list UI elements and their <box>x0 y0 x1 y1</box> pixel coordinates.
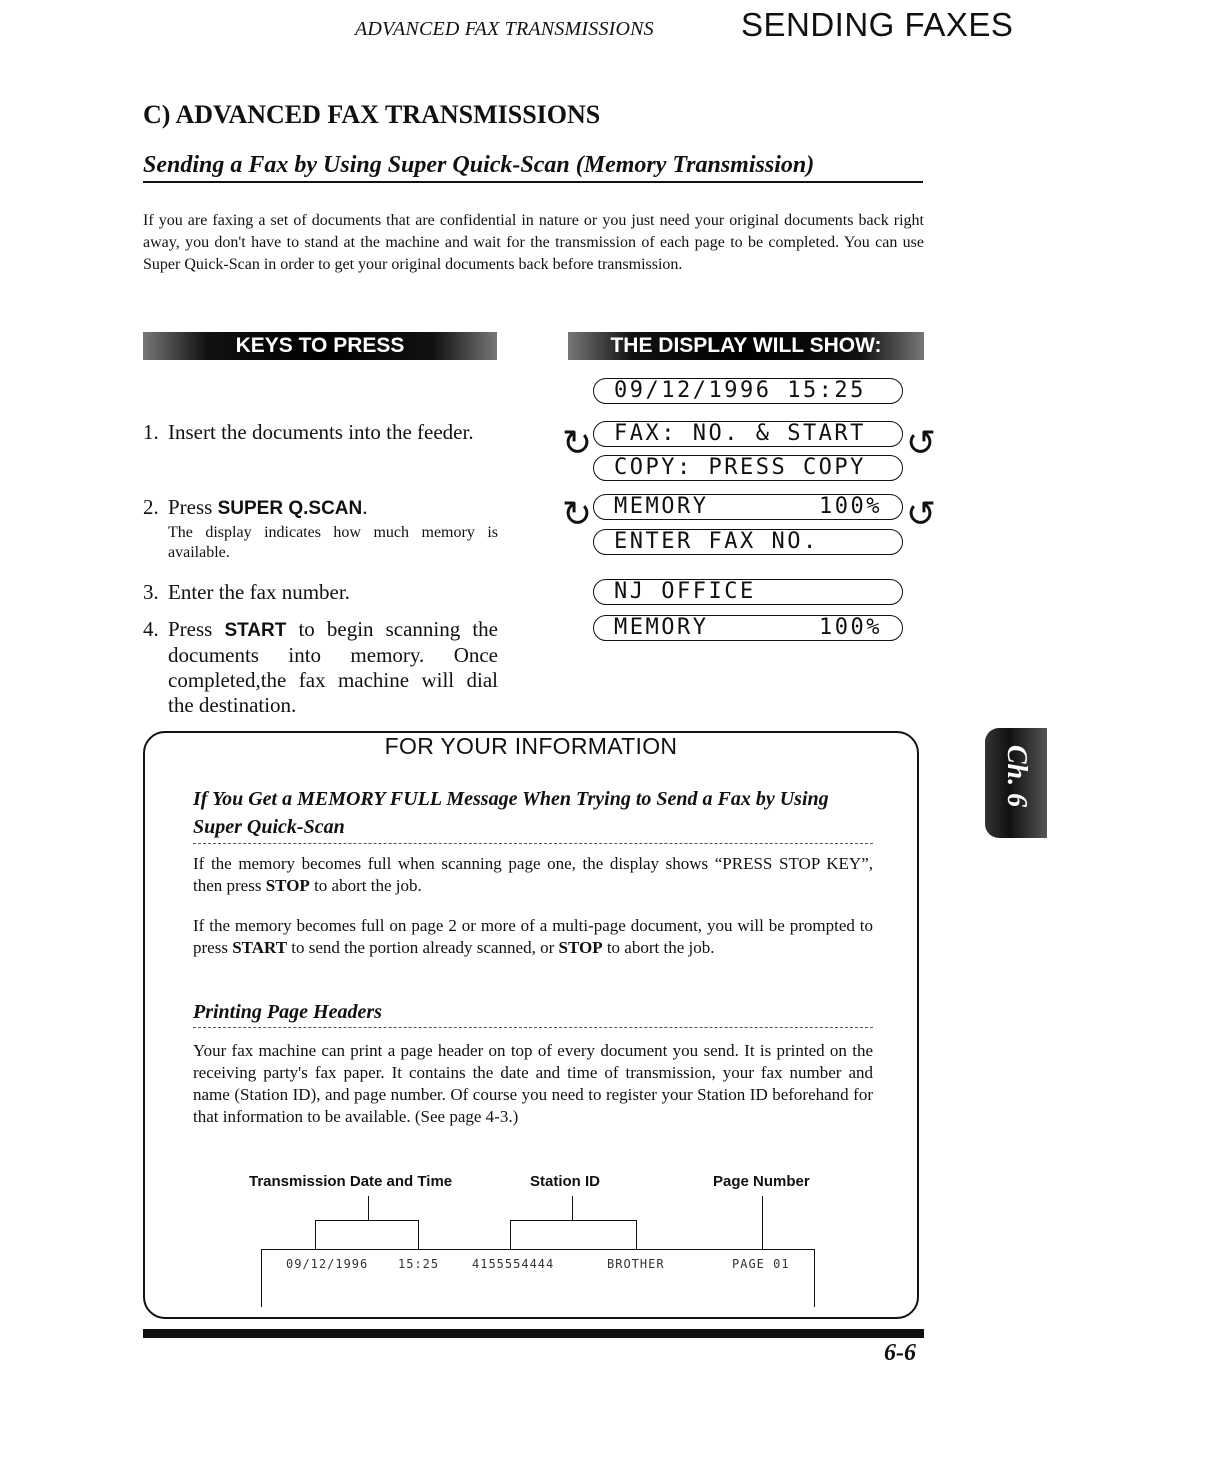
step-1 <box>143 420 498 445</box>
page-number: 6-6 <box>884 1340 916 1366</box>
key-name-super-qscan: SUPER Q.SCAN <box>217 498 363 519</box>
step-4 <box>143 617 498 718</box>
p2-text-b: to send the portion already scanned, or <box>287 938 559 957</box>
step-text: Enter the fax number. <box>168 580 350 604</box>
step-2 <box>143 495 498 563</box>
p2-text-c: to abort the job. <box>602 938 715 957</box>
step-text <box>168 617 498 718</box>
running-header-section: ADVANCED FAX TRANSMISSIONS <box>355 18 654 40</box>
heading-underline <box>193 843 873 844</box>
cycle-arrow-left-icon: ↻ <box>562 494 593 535</box>
paper-left-edge <box>261 1249 262 1307</box>
memory-full-heading: If You Get a MEMORY FULL Message When Trying to Send a Fax by Using Super Quick-Scan <box>193 788 829 838</box>
label-transmission-date-time: Transmission Date and Time <box>249 1173 453 1190</box>
paper-right-edge <box>814 1249 815 1307</box>
keys-to-press-banner: KEYS TO PRESS <box>143 332 497 360</box>
running-header-chapter: SENDING FAXES <box>741 6 1014 43</box>
step-text-post: . <box>362 495 368 519</box>
footer-rule <box>143 1329 924 1338</box>
connector-line <box>368 1196 369 1220</box>
connector-line <box>315 1220 419 1221</box>
cycle-arrow-right-icon: ↺ <box>906 494 937 535</box>
header-date: 09/12/1996 <box>286 1257 369 1271</box>
p2-key-stop: STOP <box>558 938 603 957</box>
key-name-start: START <box>224 620 287 641</box>
subsection-title: Sending a Fax by Using Super Quick-Scan (Memory Transmission) <box>143 152 923 183</box>
p2-text-a: If the memory becomes full on page 2 or more of a multi-page document, you will be prompted to press <box>193 916 873 957</box>
header-fax-number: 4155554444 <box>472 1257 555 1271</box>
header-name: BROTHER <box>607 1257 665 1271</box>
header-page: PAGE 01 <box>732 1257 790 1271</box>
label-station-id: Station ID <box>530 1173 600 1190</box>
lcd-memory-2 <box>593 615 903 641</box>
lcd-nj-office: NJ OFFICE <box>593 579 903 605</box>
memory-full-paragraph-2 <box>193 915 873 959</box>
connector-line <box>315 1220 316 1250</box>
info-title: FOR YOUR INFORMATION <box>384 733 678 759</box>
lcd-datetime: 09/12/1996 15:25 <box>593 378 903 404</box>
step-number: 2. <box>143 495 159 519</box>
step-3 <box>143 580 498 605</box>
connector-line <box>510 1220 637 1221</box>
lcd-memory <box>593 494 903 520</box>
lcd-memory-value: 100% <box>819 494 882 519</box>
step-text-pre: Press <box>168 617 225 641</box>
p1-text-a: If the memory becomes full when scanning page one, the display shows “PRESS STOP KEY”, then press <box>193 854 873 895</box>
cycle-arrow-left-icon: ↻ <box>562 423 593 464</box>
step-text: Insert the documents into the feeder. <box>168 420 474 444</box>
lcd-memory-label: MEMORY <box>614 494 709 519</box>
step-text-post: to begin scanning the documents into memory. Once completed,the fax machine will dial the destination. <box>168 617 499 717</box>
lcd-memory-value: 100% <box>819 615 882 640</box>
lcd-fax-start: FAX: NO. & START <box>593 421 903 447</box>
connector-line <box>510 1220 511 1250</box>
step-text-pre: Press <box>168 495 218 519</box>
connector-line <box>636 1220 637 1250</box>
memory-full-paragraph-1 <box>193 853 873 897</box>
lcd-enter-fax: ENTER FAX NO. <box>593 529 903 555</box>
step-number: 3. <box>143 580 159 604</box>
p1-text-b: to abort the job. <box>309 876 422 895</box>
section-title: C) ADVANCED FAX TRANSMISSIONS <box>143 100 601 129</box>
step-number: 1. <box>143 420 159 444</box>
paper-top-edge <box>261 1249 815 1250</box>
heading-underline <box>193 1027 873 1028</box>
page-headers-paragraph: Your fax machine can print a page header on top of every document you send. It is printed on the receiving party's fax paper. It contains the date and time of transmission, your fax number and name (Station ID), and page number. Of course you need to register your Station ID beforehand for that information to be available. (See page 4-3.) <box>193 1041 873 1126</box>
p1-key-stop: STOP <box>265 876 310 895</box>
intro-paragraph: If you are faxing a set of documents that are confidential in nature or you just need your original documents back right away, you don't have to stand at the machine and wait for the transmission of each page to be completed. You can use Super Quick-Scan in order to get your original documents back before transmission. <box>143 212 924 273</box>
step-note: The display indicates how much memory is available. <box>168 524 498 561</box>
p2-key-start: START <box>232 938 288 957</box>
cycle-arrow-right-icon: ↺ <box>906 423 937 464</box>
display-will-show-banner: THE DISPLAY WILL SHOW: <box>568 332 924 360</box>
page-headers-heading: Printing Page Headers <box>193 1001 382 1023</box>
chapter-tab-label: Ch. 6 <box>1001 744 1032 808</box>
connector-line <box>418 1220 419 1250</box>
label-page-number: Page Number <box>713 1173 810 1190</box>
connector-line <box>762 1196 763 1250</box>
header-time: 15:25 <box>398 1257 440 1271</box>
step-text <box>168 495 498 563</box>
step-number: 4. <box>143 617 159 641</box>
lcd-memory-label: MEMORY <box>614 615 709 640</box>
lcd-copy-press: COPY: PRESS COPY <box>593 455 903 481</box>
connector-line <box>572 1196 573 1220</box>
